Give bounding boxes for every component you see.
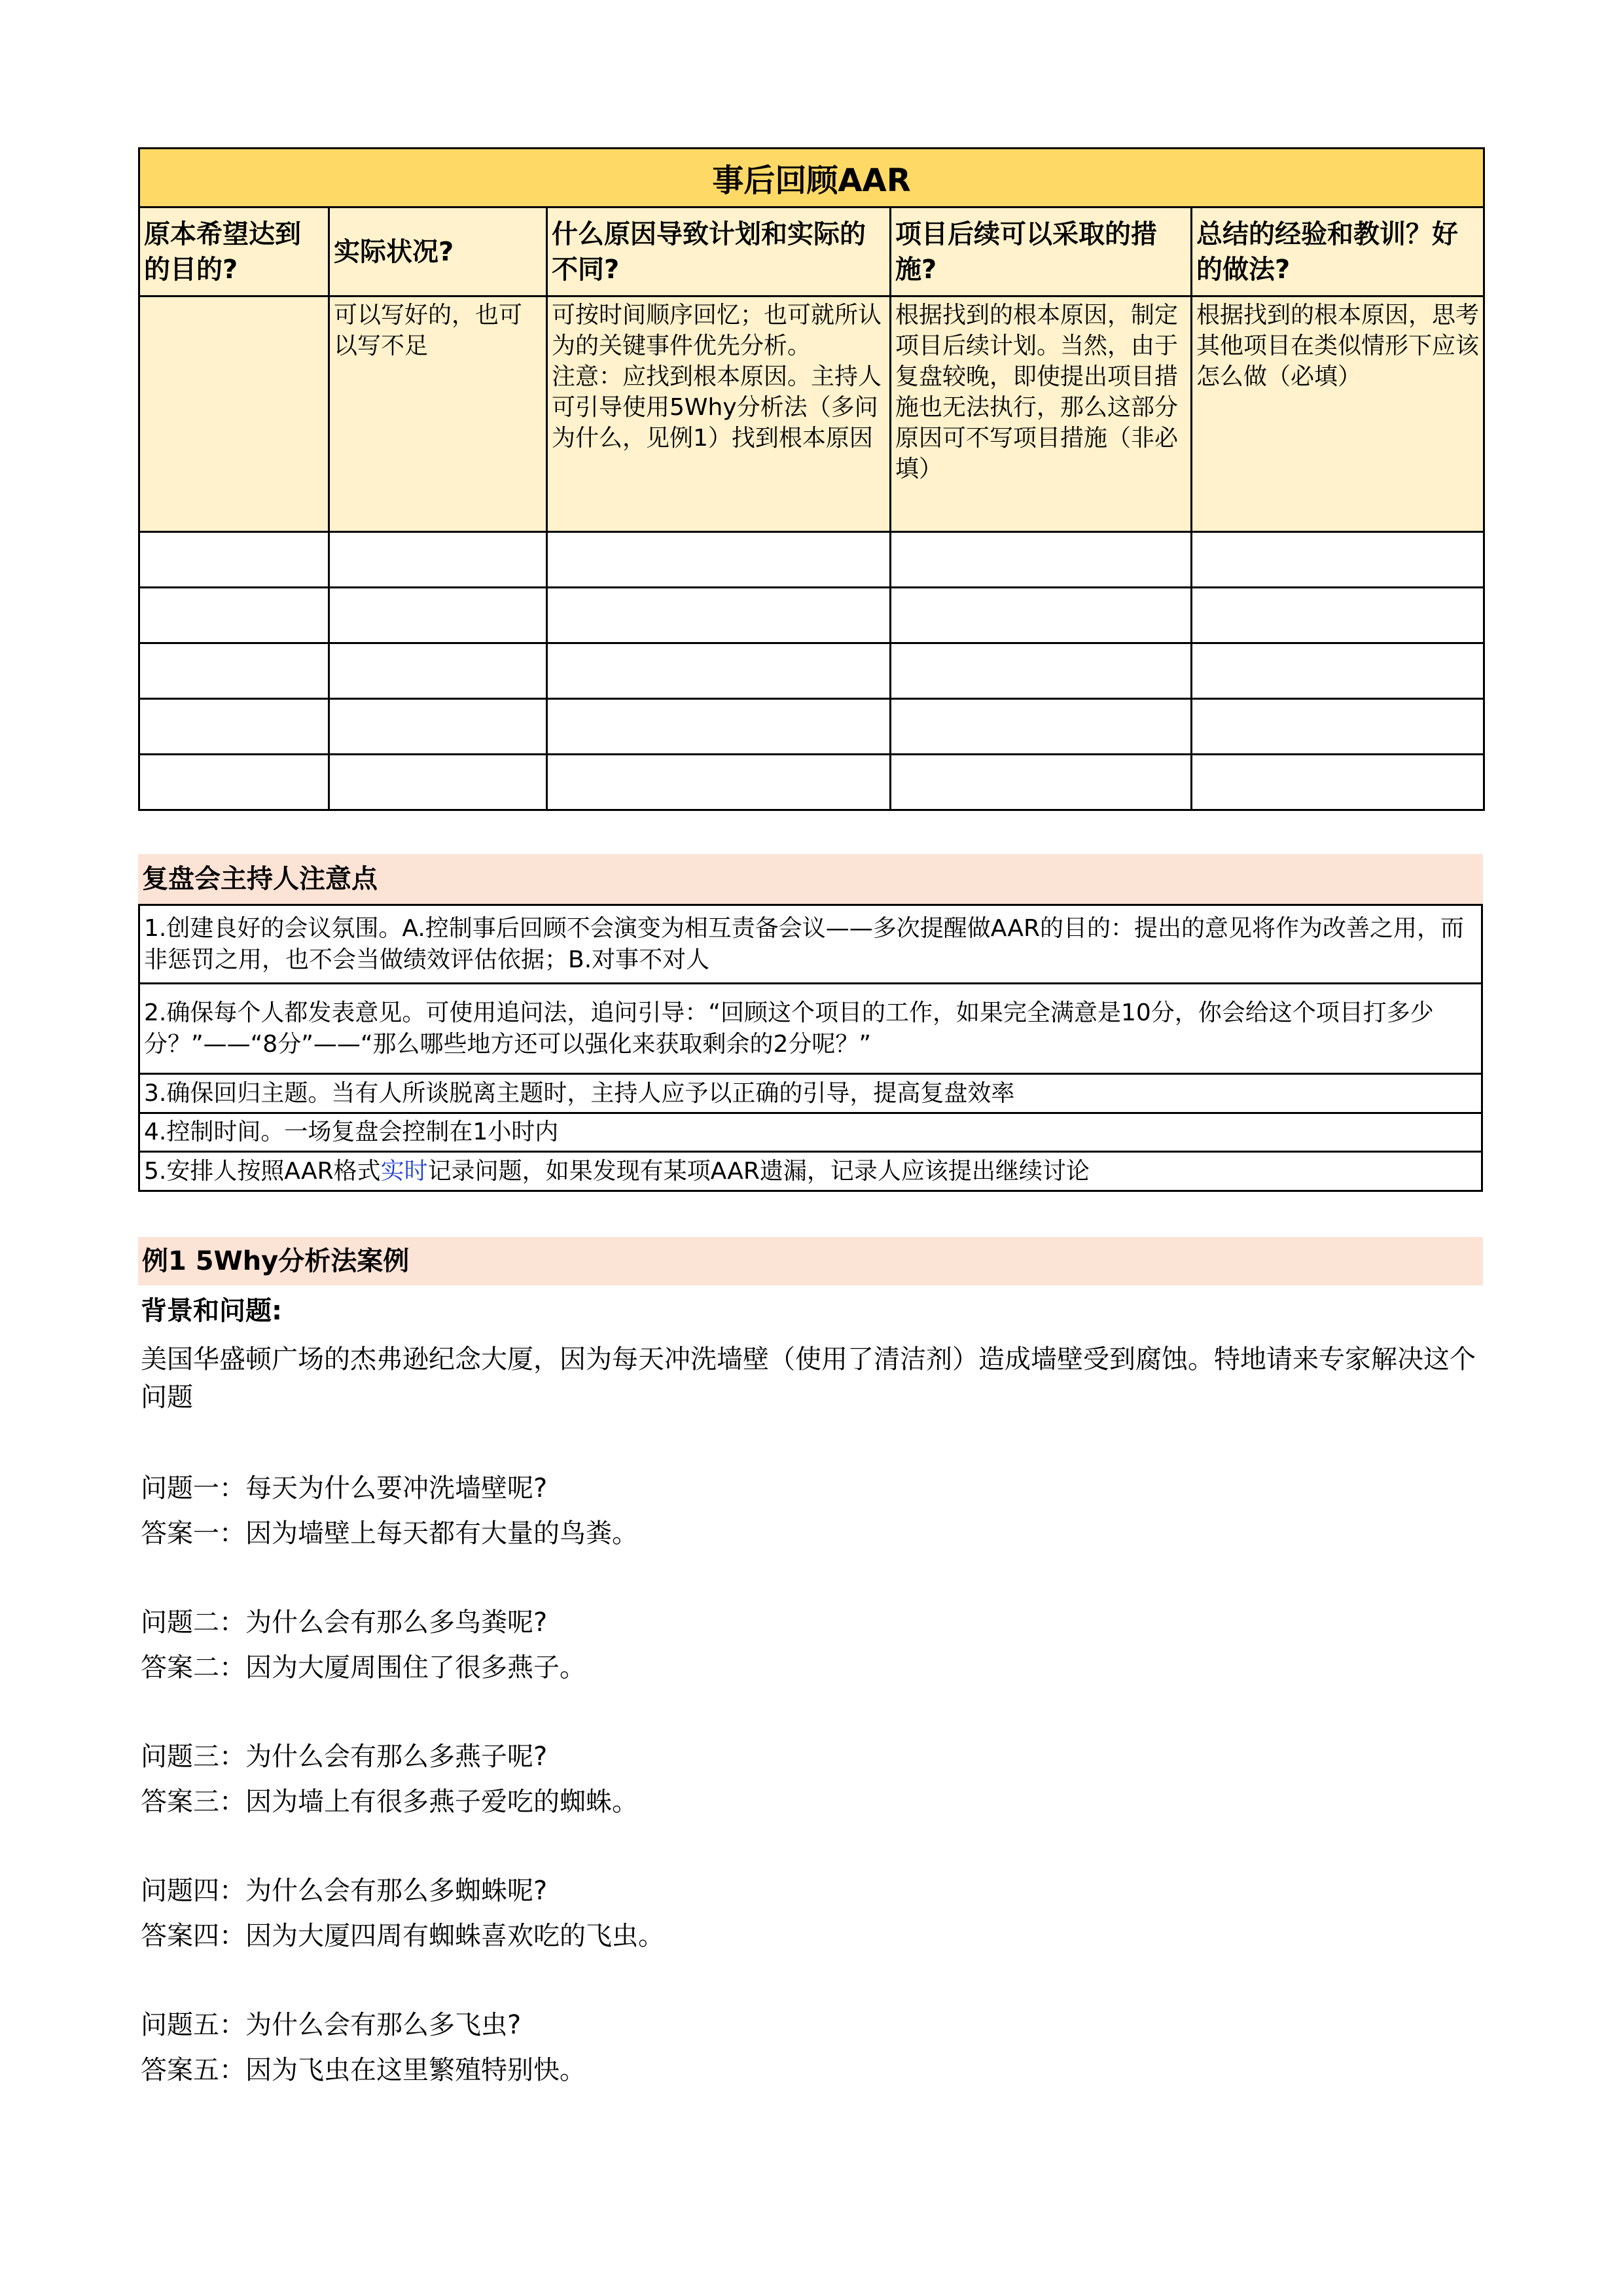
empty-cell[interactable] xyxy=(139,755,329,810)
table-row xyxy=(139,588,1484,643)
question-5: 问题五：为什么会有那么多飞虫? xyxy=(141,2010,522,2040)
table-row xyxy=(139,643,1484,699)
background-text: 美国华盛顿广场的杰弗逊纪念大厦，因为每天冲洗墙壁（使用了清洁剂）造成墙壁受到腐蚀。特地请来专家解决这个问题 xyxy=(141,1344,1476,1412)
notes-section-title: 复盘会主持人注意点 xyxy=(138,854,1483,904)
answer-4: 答案四：因为大厦四周有蜘蛛喜欢吃的飞虫。 xyxy=(141,1921,664,1951)
empty-cell[interactable] xyxy=(547,755,891,810)
empty-cell[interactable] xyxy=(547,532,891,588)
table-row xyxy=(139,755,1484,810)
desc-lessons-learned[interactable]: 根据找到的根本原因，思考其他项目在类似情形下应该怎么做（必填） xyxy=(1192,296,1484,532)
desc-follow-up-measures[interactable]: 根据找到的根本原因，制定项目后续计划。当然，由于复盘较晚，即使提出项目措施也无法执行，那么这部分原因可不写项目措施（非必填） xyxy=(891,296,1192,532)
aar-table xyxy=(138,147,1485,811)
note-item: 4.控制时间。一场复盘会控制在1小时内 xyxy=(139,1113,1482,1152)
desc-cause-analysis[interactable]: 可按时间顺序回忆；也可就所认为的关键事件优先分析。 注意：应找到根本原因。主持人可引导使用5Why分析法（多问为什么，见例1）找到根本原因 xyxy=(547,296,891,532)
header-cause-analysis: 什么原因导致计划和实际的不同? xyxy=(547,207,891,296)
answer-3: 答案三：因为墙上有很多燕子爱吃的蜘蛛。 xyxy=(141,1787,638,1817)
table-row xyxy=(139,532,1484,588)
empty-cell[interactable] xyxy=(329,699,547,755)
empty-cell[interactable] xyxy=(1192,755,1484,810)
realtime-link[interactable]: 实时 xyxy=(380,1157,428,1185)
header-expected-goal: 原本希望达到的目的? xyxy=(139,207,329,296)
empty-cell[interactable] xyxy=(139,588,329,643)
question-3: 问题三：为什么会有那么多燕子呢? xyxy=(141,1742,548,1772)
note-item: 3.确保回归主题。当有人所谈脱离主题时，主持人应予以正确的引导，提高复盘效率 xyxy=(139,1074,1482,1113)
notes-table xyxy=(138,904,1483,1192)
header-follow-up-measures: 项目后续可以采取的措施? xyxy=(891,207,1192,296)
note-item-5-prefix: 5.安排人按照AAR格式 xyxy=(144,1157,381,1185)
empty-cell[interactable] xyxy=(139,532,329,588)
empty-cell[interactable] xyxy=(329,532,547,588)
empty-cell[interactable] xyxy=(891,532,1192,588)
empty-cell[interactable] xyxy=(547,588,891,643)
answer-2: 答案二：因为大厦周围住了很多燕子。 xyxy=(141,1653,586,1683)
question-1: 问题一：每天为什么要冲洗墙壁呢? xyxy=(141,1473,548,1503)
empty-cell[interactable] xyxy=(139,699,329,755)
empty-cell[interactable] xyxy=(891,699,1192,755)
empty-cell[interactable] xyxy=(891,755,1192,810)
note-item: 2.确保每个人都发表意见。可使用追问法，追问引导：“回顾这个项目的工作，如果完全满意是10分，你会给这个项目打多少分？”——“8分”——“那么哪些地方还可以强化来获取剩余的2分呢？” xyxy=(139,984,1482,1074)
empty-cell[interactable] xyxy=(139,643,329,699)
table-row xyxy=(139,699,1484,755)
example-section-title: 例1 5Why分析法案例 xyxy=(138,1237,1483,1285)
background-label: 背景和问题: xyxy=(141,1296,282,1326)
empty-cell[interactable] xyxy=(329,643,547,699)
note-item: 1.创建良好的会议氛围。A.控制事后回顾不会演变为相互责备会议——多次提醒做AAR的目的：提出的意见将作为改善之用，而非惩罚之用，也不会当做绩效评估依据；B.对事不对人 xyxy=(139,905,1482,984)
answer-5: 答案五：因为飞虫在这里繁殖特别快。 xyxy=(141,2055,586,2085)
answer-1: 答案一：因为墙壁上每天都有大量的鸟粪。 xyxy=(141,1518,638,1549)
empty-cell[interactable] xyxy=(329,588,547,643)
desc-expected-goal[interactable] xyxy=(139,296,329,532)
note-item-5-suffix: 记录问题，如果发现有某项AAR遗漏，记录人应该提出继续讨论 xyxy=(427,1157,1090,1185)
empty-cell[interactable] xyxy=(547,643,891,699)
empty-cell[interactable] xyxy=(547,699,891,755)
empty-cell[interactable] xyxy=(891,643,1192,699)
empty-cell[interactable] xyxy=(1192,588,1484,643)
question-4: 问题四：为什么会有那么多蜘蛛呢? xyxy=(141,1876,548,1906)
empty-cell[interactable] xyxy=(1192,643,1484,699)
note-item-5 xyxy=(139,1152,1482,1191)
empty-cell[interactable] xyxy=(891,588,1192,643)
question-2: 问题二：为什么会有那么多鸟粪呢? xyxy=(141,1607,548,1638)
header-lessons-learned: 总结的经验和教训？好的做法? xyxy=(1192,207,1484,296)
aar-title: 事后回顾AAR xyxy=(139,149,1484,207)
empty-cell[interactable] xyxy=(329,755,547,810)
desc-actual-status[interactable]: 可以写好的，也可以写不足 xyxy=(329,296,547,532)
empty-cell[interactable] xyxy=(1192,699,1484,755)
empty-cell[interactable] xyxy=(1192,532,1484,588)
header-actual-status: 实际状况? xyxy=(329,207,547,296)
